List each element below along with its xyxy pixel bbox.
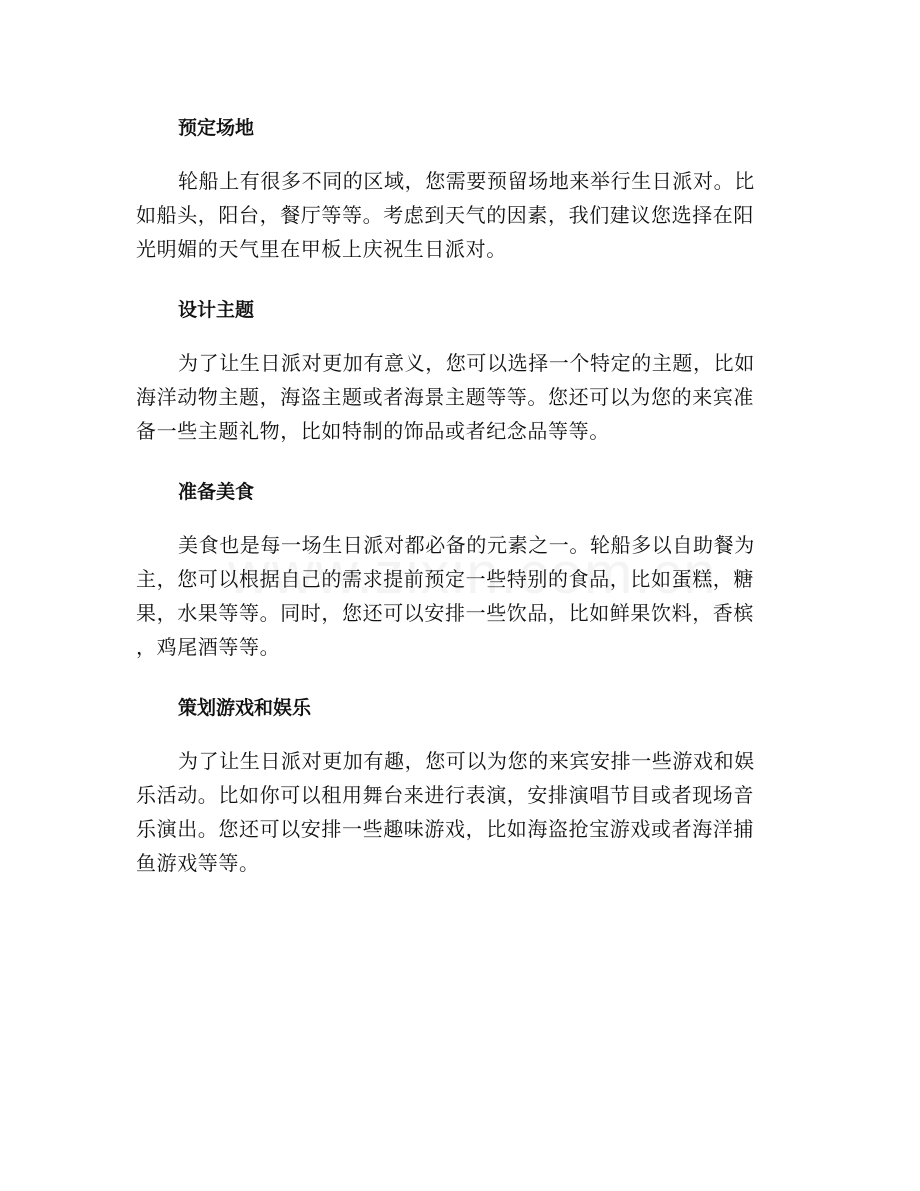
paragraph-line: 乐活动。比如你可以租用舞台来进行表演，安排演唱节目或者现场音 bbox=[136, 783, 754, 807]
section-entertainment bbox=[136, 686, 776, 880]
section-heading: 准备美食 bbox=[178, 481, 255, 503]
paragraph-line: 果，水果等等。同时，您还可以安排一些饮品，比如鲜果饮料，香槟 bbox=[136, 601, 754, 625]
section-heading: 策划游戏和娱乐 bbox=[178, 697, 312, 719]
section-heading: 设计主题 bbox=[178, 299, 255, 321]
paragraph-line: 美食也是每一场生日派对都必备的元素之一。轮船多以自助餐为 bbox=[178, 533, 755, 557]
section-heading: 预定场地 bbox=[178, 117, 255, 139]
paragraph-line: 如船头，阳台，餐厅等等。考虑到天气的因素，我们建议您选择在阳 bbox=[136, 203, 754, 227]
paragraph-line: 乐演出。您还可以安排一些趣味游戏，比如海盗抢宝游戏或者海洋捕 bbox=[136, 817, 754, 841]
paragraph-line: 轮船上有很多不同的区域，您需要预留场地来举行生日派对。比 bbox=[178, 169, 755, 193]
section-paragraph bbox=[136, 528, 776, 664]
paragraph-line: 主，您可以根据自己的需求提前预定一些特别的食品，比如蛋糕，糖 bbox=[136, 567, 754, 591]
paragraph-line: 光明媚的天气里在甲板上庆祝生日派对。 bbox=[136, 237, 507, 261]
document-body bbox=[136, 106, 776, 902]
section-theme bbox=[136, 288, 776, 448]
paragraph-line: 为了让生日派对更加有意义，您可以选择一个特定的主题，比如 bbox=[178, 351, 755, 375]
section-paragraph bbox=[136, 346, 776, 448]
paragraph-line: 鱼游戏等等。 bbox=[136, 851, 260, 875]
paragraph-line: 海洋动物主题，海盗主题或者海景主题等等。您还可以为您的来宾准 bbox=[136, 385, 754, 409]
section-food bbox=[136, 470, 776, 664]
section-venue bbox=[136, 106, 776, 266]
section-paragraph bbox=[136, 744, 776, 880]
paragraph-line: 为了让生日派对更加有趣，您可以为您的来宾安排一些游戏和娱 bbox=[178, 749, 755, 773]
section-paragraph bbox=[136, 164, 776, 266]
paragraph-line: 备一些主题礼物，比如特制的饰品或者纪念品等等。 bbox=[136, 419, 610, 443]
paragraph-line: ，鸡尾酒等等。 bbox=[136, 635, 281, 659]
